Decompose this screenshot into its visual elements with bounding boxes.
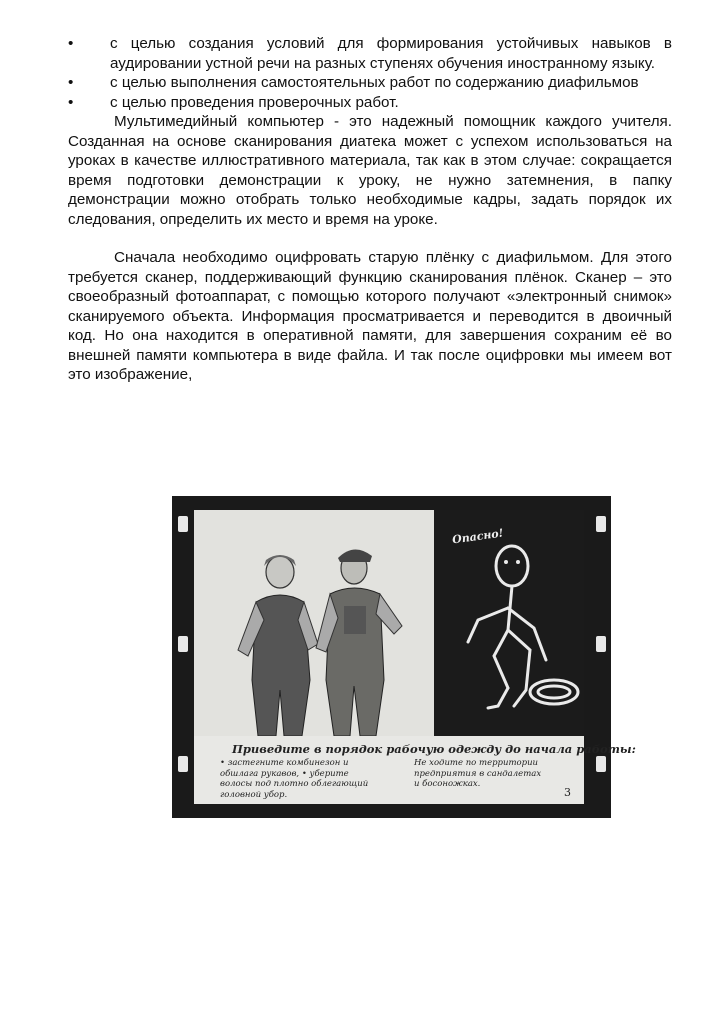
caption-title: Приведите в порядок рабочую одежду до начала работы: xyxy=(232,742,636,756)
bullet-symbol: • xyxy=(68,35,74,52)
paragraph: Мультимедийный компьютер - это надежный помощник каждого учителя. Созданная на основе сканирования диатека может с успехом использоваться на уроках в качестве иллюстративного материала, так как в этом случае: сокращается время подготовки демонстрации к уроку, не нужно затемнения, в папку демонстрации можно отобрать только необходимые кадры, задать порядок их следования, определить их место и время на уроке. xyxy=(68,113,672,228)
frame-caption xyxy=(194,736,636,804)
list-item-text: с целью выполнения самостоятельных работ по содержанию диафильмов xyxy=(110,74,639,91)
frame-number: 3 xyxy=(564,786,571,799)
caption-left: • застегните комбинезон и обшлага рукавов, • уберите волосы под плотно облегающий головной убор. xyxy=(220,758,369,800)
paragraph: Сначала необходимо оцифровать старую плёнку с диафильмом. Для этого требуется сканер, поддерживающий функцию сканирования плёнок. Сканер – это своеобразный фотоаппарат, с помощью которого получают «электронный снимок» сканируемого объекта. Информация просматривается и переводится в двоичный код. Но она находится в оперативной памяти, для завершения сохраним её во внешней памяти компьютера в виде файла. И так после оцифровки мы имеем вот это изображение, xyxy=(68,249,672,383)
film-frame xyxy=(194,510,636,804)
list-item-text: с целью проведения проверочных работ. xyxy=(110,93,399,111)
list-item xyxy=(68,93,672,113)
list-item xyxy=(68,34,672,73)
danger-label: Опасно! xyxy=(451,526,505,547)
filmstrip-image xyxy=(172,496,636,818)
bullet-symbol: • xyxy=(68,93,74,111)
list-item-text: с целью создания условий для формирования устойчивых навыков в аудировании устной речи на разных ступенях обучения иностранному языку. xyxy=(110,35,672,72)
bullet-symbol: • xyxy=(68,74,74,91)
caption-right: Не ходите по территории предприятия в сандалетах и босоножках. xyxy=(414,758,542,789)
document-text xyxy=(68,34,672,385)
workers-illustration xyxy=(194,510,434,736)
list-item xyxy=(68,73,672,93)
